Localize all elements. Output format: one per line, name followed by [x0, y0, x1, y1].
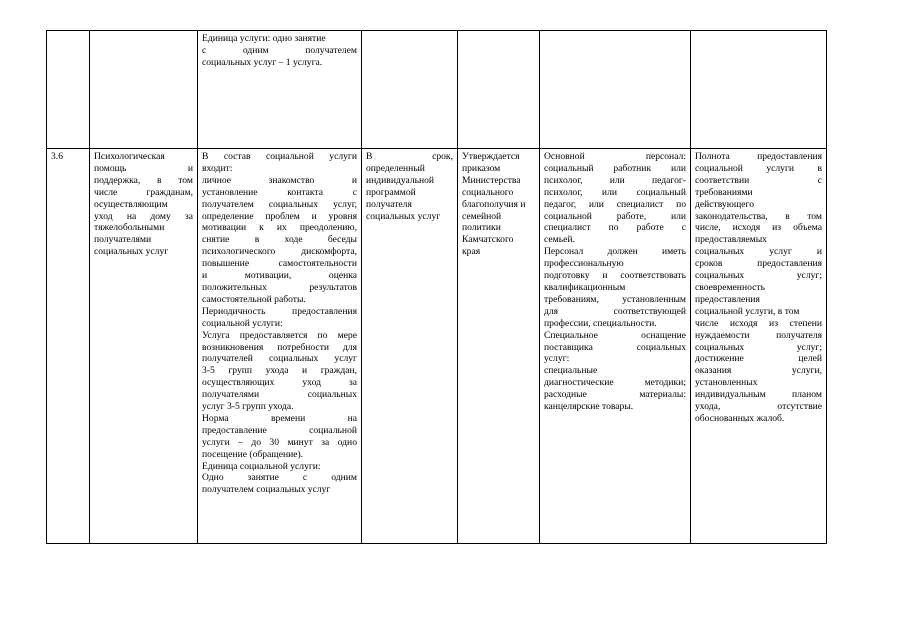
- text-line: Периодичность предоставления: [202, 305, 357, 317]
- text-line: социальных услуг;: [695, 270, 822, 282]
- text-line: числе, исходя из объема: [695, 222, 822, 234]
- text-line: законодательства, в том: [695, 210, 822, 222]
- text-line: обоснованных жалоб.: [695, 412, 785, 424]
- cell-evaluation: [691, 149, 827, 544]
- text-line: индивидуальной: [366, 174, 435, 186]
- services-table: [46, 30, 827, 544]
- text-line: числе гражданам,: [94, 186, 193, 198]
- text-line: личное знакомство и: [202, 174, 357, 186]
- text-line: ухода, отсутствие: [695, 401, 822, 413]
- text-line: Единица услуги: одно занятие: [202, 33, 326, 44]
- text-line: Специальное оснащение: [544, 329, 686, 341]
- text-line: осуществляющим: [94, 198, 168, 210]
- text-line: достижение целей: [695, 353, 822, 365]
- cell-number: [47, 149, 90, 544]
- text-line: Психологическая: [94, 151, 165, 162]
- text-line: социальных услуг: [366, 210, 441, 222]
- text-line: семьей.: [544, 234, 575, 246]
- text-line: социальных услуг: [94, 246, 169, 258]
- text-line: услуг:: [544, 353, 570, 365]
- text-line: социальной услуги:: [202, 317, 283, 329]
- text-line: специалист по работе с: [544, 222, 686, 234]
- text-line: и мотивации, оценка: [202, 270, 357, 282]
- text-line: услуг 3-5 групп ухода.: [202, 401, 294, 413]
- text-line: помощь и: [94, 162, 193, 174]
- text-line: благополучия и: [462, 198, 526, 210]
- cell-price: [458, 31, 540, 149]
- text-line: семейной: [462, 210, 502, 222]
- text-line: В состав социальной услуги: [202, 151, 357, 162]
- text-line: социальной работе, или: [544, 210, 686, 222]
- text-line: установление контакта с: [202, 186, 357, 198]
- text-line: получателем социальных услуг,: [202, 198, 357, 210]
- text-line: поддержка, в том: [94, 174, 193, 186]
- text-line: приказом: [462, 162, 501, 174]
- text-line: программой: [366, 186, 416, 198]
- row-number: 3.6: [51, 151, 63, 162]
- text-line: повышение самостоятельности: [202, 258, 357, 270]
- text-line: специальные: [544, 365, 598, 377]
- cell-conditions: [540, 31, 691, 149]
- text-line: снятие в ходе беседы: [202, 234, 357, 246]
- text-line: социальный работник или: [544, 162, 686, 174]
- text-line: мотивации к их преодолению,: [202, 222, 357, 234]
- text-line: подготовку и соответствовать: [544, 270, 686, 282]
- cell-number: [47, 31, 90, 149]
- table-row-continued: [47, 31, 827, 149]
- text-line: диагностические методики;: [544, 377, 686, 389]
- text-line: края: [462, 246, 481, 258]
- text-line: сроков предоставления: [695, 258, 822, 270]
- text-line: уход на дому за: [94, 210, 193, 222]
- cell-price: [458, 149, 540, 544]
- text-line: определенный: [366, 162, 425, 174]
- text-line: квалификационным: [544, 281, 626, 293]
- text-line: В срок,: [366, 151, 453, 162]
- text-line: своевременность: [695, 281, 765, 293]
- text-line: получателя: [366, 198, 412, 210]
- text-line: требованиями: [695, 186, 753, 198]
- text-line: Услуга предоставляется по мере: [202, 329, 357, 341]
- text-line: психолог, или социальный: [544, 186, 686, 198]
- text-line: установленных: [695, 377, 758, 389]
- cell-conditions: [540, 149, 691, 544]
- text-line: получателей социальных услуг: [202, 353, 357, 365]
- text-line: социального: [462, 186, 514, 198]
- text-line: индивидуальным планом: [695, 389, 822, 401]
- text-line: предоставляемых: [695, 234, 767, 246]
- text-line: Одно занятие с одним: [202, 472, 357, 484]
- text-line: с одним получателем: [202, 44, 357, 56]
- text-line: определение проблем и уровня: [202, 210, 357, 222]
- cell-description: [198, 149, 362, 544]
- text-line: положительных результатов: [202, 281, 357, 293]
- text-line: услуги – до 30 минут за одно: [202, 436, 357, 448]
- text-line: Единица социальной услуги:: [202, 460, 321, 472]
- text-line: Основной персонал:: [544, 151, 686, 162]
- text-line: социальной услуги в: [695, 162, 822, 174]
- text-line: получателями социальных: [202, 389, 357, 401]
- text-line: числе исходя из степени: [695, 317, 822, 329]
- text-line: соответствии с: [695, 174, 822, 186]
- text-line: социальных услуг;: [695, 341, 822, 353]
- text-line: возникновения потребности для: [202, 341, 357, 353]
- text-line: Полнота предоставления: [695, 151, 822, 162]
- text-line: Норма времени на: [202, 412, 357, 424]
- cell-term: [362, 149, 458, 544]
- cell-description: [198, 31, 362, 149]
- text-line: социальных услуг и: [695, 246, 822, 258]
- cell-name: [90, 149, 198, 544]
- cell-evaluation: [691, 31, 827, 149]
- text-line: расходные материалы:: [544, 389, 686, 401]
- text-line: Персонал должен иметь: [544, 246, 686, 258]
- text-line: канцелярские товары.: [544, 401, 634, 413]
- text-line: для соответствующей: [544, 305, 686, 317]
- text-line: действующего: [695, 198, 755, 210]
- text-line: получателями: [94, 234, 152, 246]
- text-line: тяжелобольными: [94, 222, 165, 234]
- text-line: профессии, специальности.: [544, 317, 657, 329]
- text-line: социальных услуг – 1 услуга.: [202, 56, 323, 68]
- text-line: педагог, или специалист по: [544, 198, 686, 210]
- cell-name: [90, 31, 198, 149]
- text-line: политики: [462, 222, 501, 234]
- text-line: предоставления: [695, 293, 760, 305]
- text-line: осуществляющих уход за: [202, 377, 357, 389]
- text-line: предоставление социальной: [202, 424, 357, 436]
- text-line: посещение (обращение).: [202, 448, 304, 460]
- text-line: социальной услуги, в том: [695, 305, 800, 317]
- text-line: нуждаемости получателя: [695, 329, 822, 341]
- text-line: входит:: [202, 162, 233, 174]
- text-line: требованиям, установленным: [544, 293, 686, 305]
- cell-term: [362, 31, 458, 149]
- text-line: Министерства: [462, 174, 521, 186]
- text-line: психологического дискомфорта,: [202, 246, 357, 258]
- text-line: оказания услуги,: [695, 365, 822, 377]
- text-line: профессиональную: [544, 258, 624, 270]
- text-line: 3-5 групп ухода и граждан,: [202, 365, 357, 377]
- text-line: поставщика социальных: [544, 341, 686, 353]
- text-line: психолог, или педагог-: [544, 174, 686, 186]
- text-line: Камчатского: [462, 234, 514, 246]
- text-line: получателем социальных услуг: [202, 484, 331, 496]
- table-row-3-6: [47, 149, 827, 544]
- text-line: самостоятельной работы.: [202, 293, 306, 305]
- text-line: Утверждается: [462, 151, 520, 162]
